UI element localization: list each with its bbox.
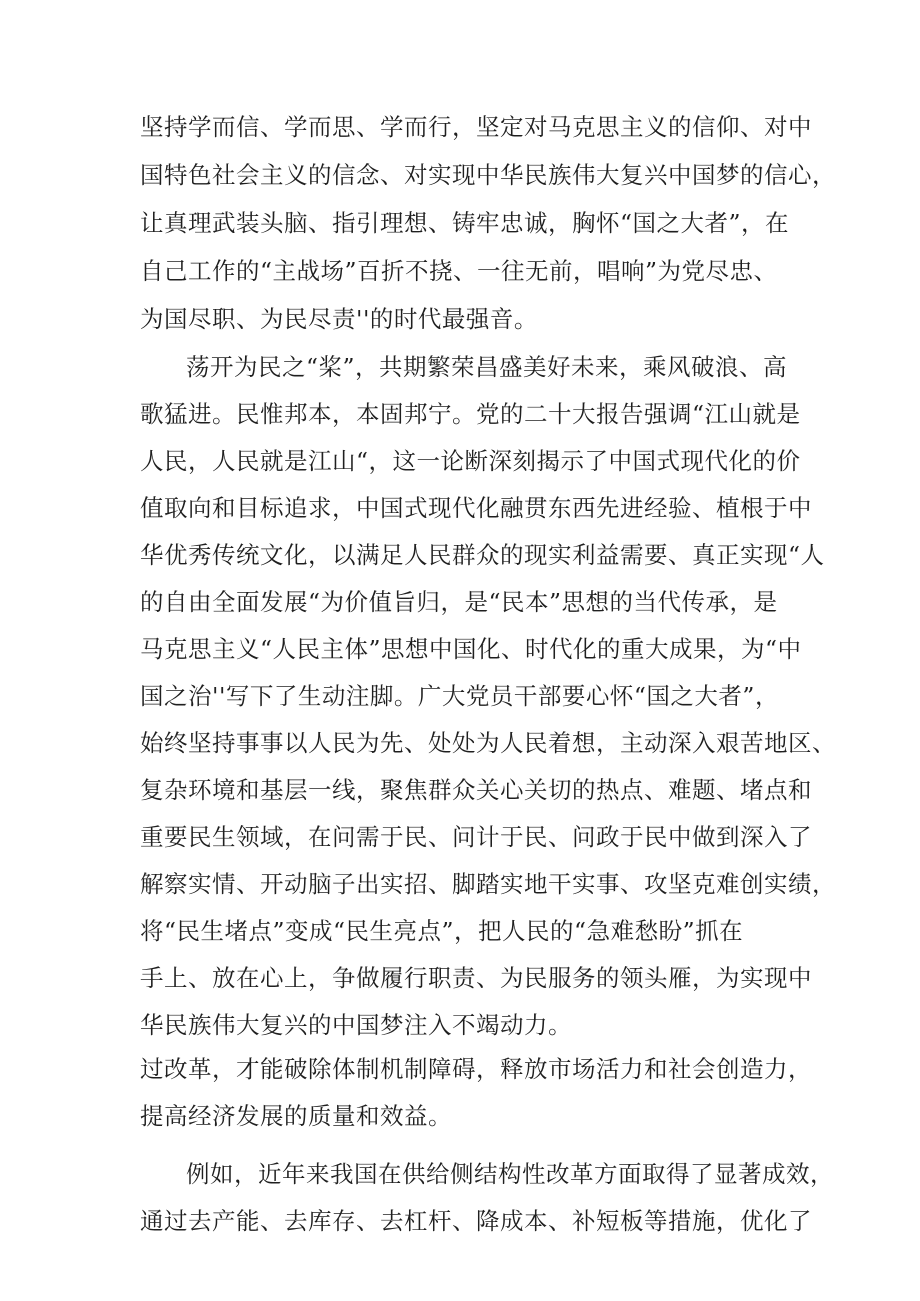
text-line: 提高经济发展的质量和效益。 <box>140 1102 452 1130</box>
text-line: 国之治''写下了生动注脚。广大党员干部要心怀“国之大者”， <box>140 682 779 710</box>
text-line: 为国尽职、为民尽责''的时代最强音。 <box>140 305 538 333</box>
text-line: 重要民生领域，在问需于民、问计于民、问政于民中做到深入了 <box>140 823 812 851</box>
text-line: 始终坚持事事以人民为先、处处为人民着想，主动深入艰苦地区、 <box>140 729 836 757</box>
text-line: 例如，近年来我国在供给侧结构性改革方面取得了显著成效， <box>186 1160 834 1188</box>
text-line: 歌猛进。民惟邦本，本固邦宁。党的二十大报告强调“江山就是 <box>140 400 801 428</box>
text-line: 坚持学而信、学而思、学而行，坚定对马克思主义的信仰、对中 <box>140 113 812 141</box>
text-line: 国特色社会主义的信念、对实现中华民族伟大复兴中国梦的信心， <box>140 161 836 189</box>
text-line: 的自由全面发展“为价值旨归，是“民本”思想的当代传承，是 <box>140 588 778 616</box>
text-line: 荡开为民之“桨”，共期繁荣昌盛美好未来，乘风破浪、高 <box>186 353 788 381</box>
text-line: 华民族伟大复兴的中国梦注入不竭动力。 <box>140 1011 572 1039</box>
text-line: 通过去产能、去库存、去杠杆、降成本、补短板等措施，优化了 <box>140 1207 812 1235</box>
text-line: 将“民生堵点”变成“民生亮点”，把人民的“急难愁盼”抓在 <box>140 917 744 945</box>
text-line: 让真理武装头脑、指引理想、铸牢忠诚，胸怀“国之大者”，在 <box>140 209 790 237</box>
text-line: 复杂环境和基层一线，聚焦群众关心关切的热点、难题、堵点和 <box>140 776 812 804</box>
text-line: 过改革，才能破除体制机制障碍，释放市场活力和社会创造力， <box>140 1055 812 1083</box>
text-line: 华优秀传统文化，以满足人民群众的现实利益需要、真正实现“人 <box>140 541 825 569</box>
text-line: 自己工作的“主战场”百折不挠、一往无前，唱响”为党尽忠、 <box>140 257 778 285</box>
text-line: 手上、放在心上，争做履行职责、为民服务的领头雁，为实现中 <box>140 964 812 992</box>
text-line: 人民，人民就是江山“，这一论断深刻揭示了中国式现代化的价 <box>140 447 801 475</box>
text-line: 马克思主义“人民主体”思想中国化、时代化的重大成果，为“中 <box>140 635 802 663</box>
text-line: 解察实情、开动脑子出实招、脚踏实地干实事、攻坚克难创实绩， <box>140 870 836 898</box>
text-line: 值取向和目标追求，中国式现代化融贯东西先进经验、植根于中 <box>140 494 812 522</box>
